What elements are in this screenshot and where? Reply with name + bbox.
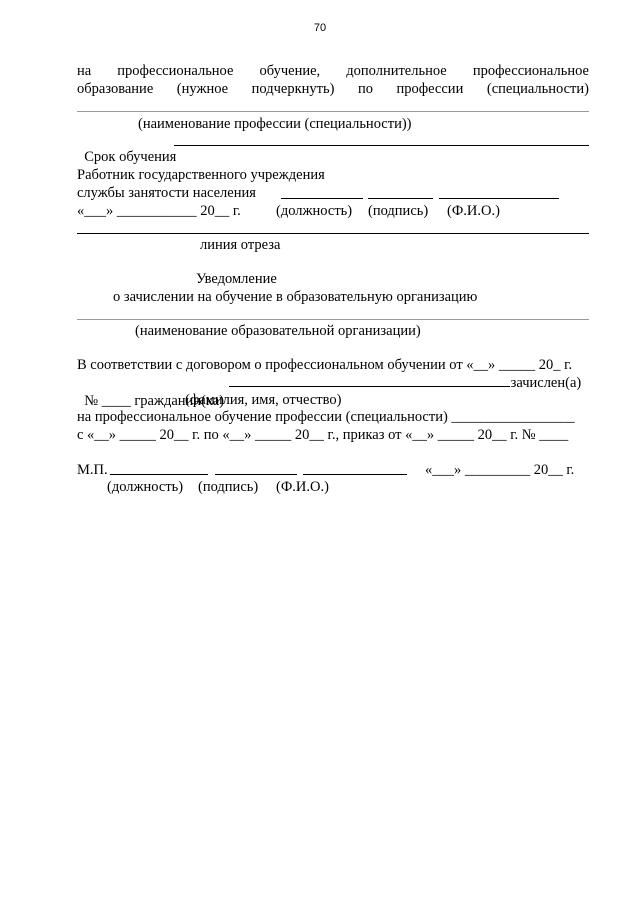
fio-caption: (фамилия, имя, отчество) [185, 392, 342, 408]
stamp-name-caption: (Ф.И.О.) [276, 479, 329, 495]
intro-line-2 [77, 80, 589, 98]
study-term-blank[interactable] [174, 145, 589, 146]
employee-name-blank[interactable] [439, 198, 559, 199]
intro-word: обучение, [259, 63, 321, 79]
stamp-label: М.П. [77, 462, 108, 478]
employee-name-caption: (Ф.И.О.) [447, 203, 500, 219]
body-line-1: В соответствии с договором о профессиональном обучении от «__» _____ 20_ г. [77, 357, 573, 373]
employee-position-blank[interactable] [281, 198, 363, 199]
intro-word: на [77, 63, 92, 79]
stamp-name-blank[interactable] [303, 474, 407, 475]
citizen-name-blank[interactable] [229, 386, 510, 387]
org-caption: (наименование образовательной организации) [135, 323, 421, 339]
profession-blank-line[interactable] [77, 111, 589, 112]
intro-word: по [357, 81, 373, 97]
employee-signature-blank[interactable] [368, 198, 433, 199]
intro-word: (специальности) [486, 81, 589, 97]
cut-line [77, 233, 589, 234]
employee-position-caption: (должность) [276, 203, 353, 219]
intro-word: профессии [396, 81, 464, 97]
intro-word: подчеркнуть) [251, 81, 335, 97]
study-term-label: Срок обучения [84, 149, 177, 165]
stamp-position-caption: (должность) [107, 479, 184, 495]
employee-signature-caption: (подпись) [368, 203, 429, 219]
stamp-signature-blank[interactable] [215, 474, 297, 475]
intro-word: (нужное [176, 81, 229, 97]
body-line-2-right: зачислен(а) [507, 375, 582, 391]
profession-caption: (наименование профессии (специальности)) [138, 116, 412, 132]
org-blank-line[interactable] [77, 319, 589, 320]
employee-line-2: службы занятости населения [77, 185, 256, 201]
intro-line-1 [77, 62, 589, 80]
cut-line-label: линия отреза [200, 237, 281, 253]
notice-subtitle: о зачислении на обучение в образовательную организацию [113, 289, 478, 305]
stamp-date[interactable]: «___» _________ 20__ г. [425, 462, 575, 478]
employee-date[interactable]: «___» ___________ 20__ г. [77, 203, 241, 219]
intro-word: профессиональное [117, 63, 234, 79]
page-number: 70 [313, 22, 327, 34]
body-line-4: с «__» _____ 20__ г. по «__» _____ 20__ г., приказ от «__» _____ 20__ г. № ____ [77, 427, 569, 443]
notice-title: Уведомление [196, 271, 277, 287]
intro-word: образование [77, 81, 154, 97]
intro-word: профессиональное [472, 63, 589, 79]
body-line-3: на профессиональное обучение профессии (специальности) _________________ [77, 409, 575, 425]
study-term-row [77, 130, 176, 166]
intro-word: дополнительное [346, 63, 447, 79]
stamp-position-blank[interactable] [110, 474, 208, 475]
employee-line-1: Работник государственного учреждения [77, 167, 325, 183]
body-line-2-left: № ____ гражданин(ка) [84, 393, 228, 409]
stamp-signature-caption: (подпись) [198, 479, 259, 495]
